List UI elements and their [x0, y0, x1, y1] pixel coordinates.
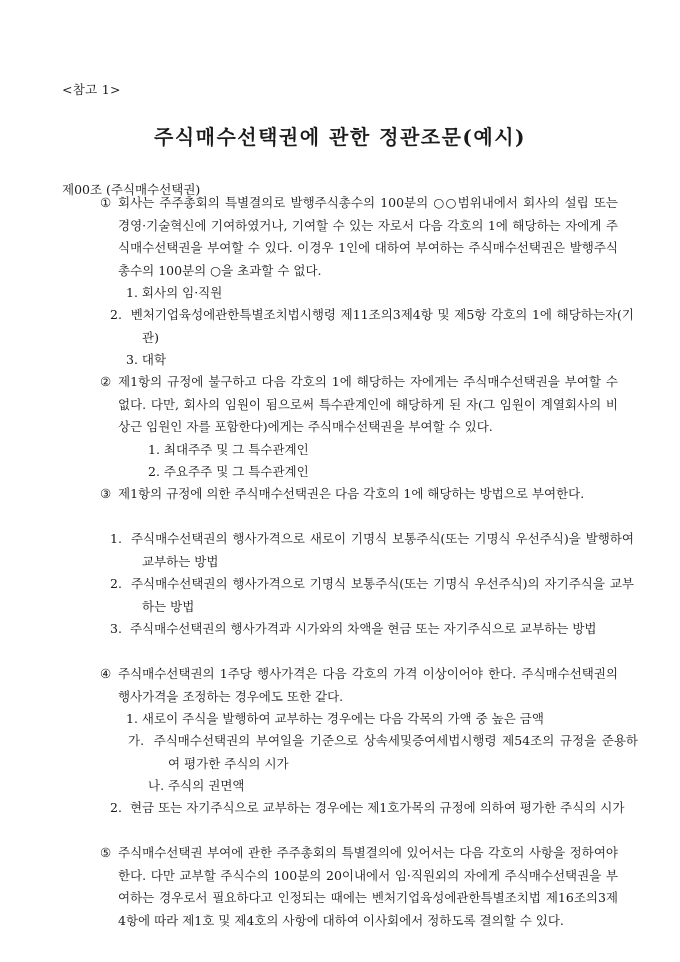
- paragraph-number: ②: [100, 374, 112, 389]
- paragraph-3: [100, 483, 618, 506]
- item-text: 주식매수선택권의 행사가격으로 기명식 보통주식(또는 기명식 우선주식)의 자기주식을 교부하는 방법: [130, 576, 635, 614]
- item-text: 현금 또는 자기주식으로 교부하는 경우에는 제1호가목의 규정에 의하여 평가한 주식의 시가: [129, 800, 625, 815]
- item-text: 대학: [141, 352, 167, 367]
- paragraph-4: [100, 663, 618, 708]
- list-item: 가. 주식매수선택권의 부여일을 기준으로 상속세및증여세법시행령 제54조의 규정을 준용하여 평가한 주식의 시가: [128, 733, 638, 771]
- paragraph-number: ①: [100, 195, 112, 210]
- list-item: [126, 349, 616, 372]
- item-number: 2.: [148, 464, 160, 479]
- paragraph-text: 제1항의 규정에 불구하고 다음 각호의 1에 해당하는 자에게는 주식매수선택권을 부여할 수 없다. 다만, 회사의 임원이 됨으로써 특수관계인에 해당하게 된 자(그 임원이 계열회사의 비상근 임원인 자를 포함한다)에게는 주식매수선택권을 부여할 수 있다.: [118, 374, 618, 434]
- paragraph-text: 제1항의 규정에 의한 주식매수선택권은 다음 각호의 1에 해당하는 방법으로 부여한다.: [118, 486, 585, 501]
- article-heading: 제00조 (주식매수선택권): [62, 182, 201, 197]
- item-number: 나.: [148, 778, 165, 793]
- list-item: 2. 현금 또는 자기주식으로 교부하는 경우에는 제1호가목의 규정에 의하여 평가한 주식의 시가: [110, 800, 625, 815]
- list-item: [126, 282, 616, 305]
- list-item: 2. 주식매수선택권의 행사가격으로 기명식 보통주식(또는 기명식 우선주식)의 자기주식을 교부하는 방법: [110, 576, 635, 614]
- item-number: 1.: [148, 442, 160, 457]
- paragraph-text: 주식매수선택권의 1주당 행사가격은 다음 각호의 가격 이상이어야 한다. 주식매수선택권의 행사가격을 조정하는 경우에도 또한 같다.: [118, 666, 618, 704]
- paragraph-number: ④: [100, 666, 112, 681]
- item-text: 최대주주 및 그 특수관계인: [163, 442, 309, 457]
- item-number: 1.: [126, 711, 138, 726]
- paragraph-1: [100, 192, 618, 282]
- page-title: 주식매수선택권에 관한 정관조문(예시): [154, 125, 526, 149]
- list-item: [148, 461, 608, 484]
- item-text: 벤처기업육성에관한특별조치법시행령 제11조의3제4항 및 제5항 각호의 1에 해당하는자(기관): [130, 307, 634, 345]
- list-item: [126, 708, 616, 731]
- item-number: 3.: [126, 352, 138, 367]
- item-text: 주식매수선택권의 행사가격으로 새로이 기명식 보통주식(또는 기명식 우선주식)을 발행하여 교부하는 방법: [130, 531, 635, 569]
- paragraph-text: 주식매수선택권 부여에 관한 주주총회의 특별결의에 있어서는 다음 각호의 사항을 정하여야 한다. 다만 교부할 주식수의 100분의 20이내에서 임·직원외의 자에게 주식매수선택권을 부여하는 경우로서 필요하다고 인정되는 때에는 벤처기업육성에관한특별조치법 제16조의3제4항에 따라 제1호 및 제4호의 사항에 대하여 이사회에서 정하도록 결의할 수 있다.: [118, 845, 618, 928]
- paragraph-text: 회사는 주주총회의 특별결의로 발행주식총수의 100분의 ○○범위내에서 회사의 설립 또는 경영·기술혁신에 기여하였거나, 기여할 수 있는 자로서 다음 각호의 1에 해당하는 자에게 주식매수선택권을 부여할 수 있다. 이경우 1인에 대하여 부여하는 주식매수선택권은 발행주식 총수의 100분의 ○을 초과할 수 없다.: [118, 195, 618, 278]
- reference-tag: <참고 1>: [62, 82, 121, 97]
- item-text: 새로이 주식을 발행하여 교부하는 경우에는 다음 각목의 가액 중 높은 금액: [141, 711, 544, 726]
- list-item: [148, 439, 608, 462]
- item-number: 1.: [126, 285, 138, 300]
- paragraph-5: [100, 842, 618, 932]
- list-item: 2. 벤처기업육성에관한특별조치법시행령 제11조의3제4항 및 제5항 각호의 1에 해당하는자(기관): [110, 307, 634, 345]
- paragraph-2: [100, 371, 618, 439]
- item-text: 주식매수선택권의 부여일을 기준으로 상속세및증여세법시행령 제54조의 규정을 준용하여 평가한 주식의 시가: [153, 733, 638, 771]
- list-item: [148, 775, 608, 798]
- item-text: 주식매수선택권의 행사가격과 시가와의 차액을 현금 또는 자기주식으로 교부하는 방법: [129, 621, 597, 636]
- item-text: 회사의 임·직원: [141, 285, 223, 300]
- item-text: 주요주주 및 그 특수관계인: [163, 464, 309, 479]
- item-text: 주식의 권면액: [168, 778, 245, 793]
- paragraph-number: ⑤: [100, 845, 112, 860]
- paragraph-number: ③: [100, 486, 112, 501]
- list-item: 1. 주식매수선택권의 행사가격으로 새로이 기명식 보통주식(또는 기명식 우선주식)을 발행하여 교부하는 방법: [110, 531, 635, 569]
- list-item: 3. 주식매수선택권의 행사가격과 시가와의 차액을 현금 또는 자기주식으로 교부하는 방법: [110, 621, 597, 636]
